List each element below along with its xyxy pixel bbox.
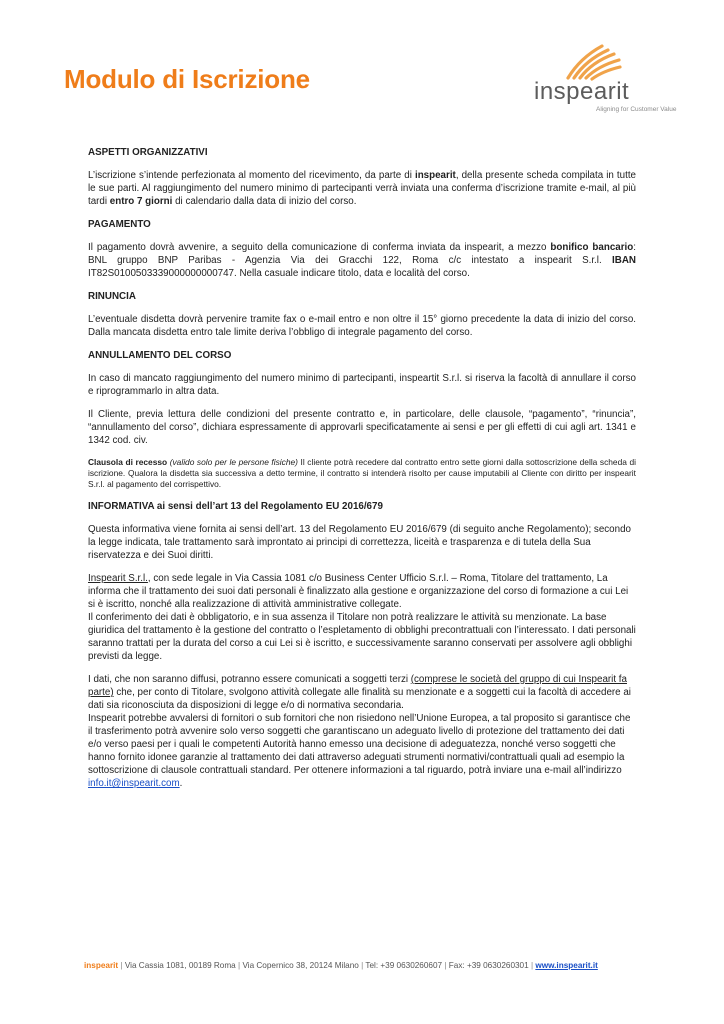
informativa-paragraph-3: I dati, che non saranno diffusi, potranno essere comunicati a soggetti terzi (comprese le società del gruppo di cui Inspearit fa parte) che, per conto di Titolare, svolgono attività collegate alle finalità su menzionate e a soggetti cui la facoltà di accedere ai dati sia riconosciuta da disposizioni di legge e/o di normativa secondaria. Inspearit potrebbe avvalersi di fornitori o sub fornitori che non risiedono nell’Unione Europea, a tal proposito si garantisce che il trasferimento potrà avvenire solo verso soggetti che garantiscano un adeguato livello di protezione del trattamento dei dati e/o verso paesi per i quali le competenti Autorità hanno emesso una decisione di adeguatezza, nonché verso soggetti che hanno fornito idonee garanzie al trattamento dei dati attraverso adeguati strumenti normativi/contrattuali quali ad esempio la sottoscrizione di clausole contrattuali standard. Per ottenere informazioni a tal riguardo, potrà inviare una e-mail all’indirizzo info.it@inspearit.com. [88,674,631,789]
informativa-body [88,523,636,790]
annullamento-paragraph: In caso di mancato raggiungimento del numero minimo di partecipanti, inspeartit S.r.l. si riserva la facoltà di annullare il corso e riprogrammarlo in altra data. [88,373,636,397]
approvazione-paragraph: Il Cliente, previa lettura delle condizioni del presente contratto e, in particolare, delle clausole, “pagamento”, “rinuncia”, “annullamento del corso”, dichiara espressamente di approvarli specificatamente ai sensi e per gli effetti di cui agli art. 1341 e 1342 cod. civ. [88,409,636,446]
footer-address-roma: Via Cassia 1081, 00189 Roma [124,961,236,970]
footer-brand: inspearit [84,961,119,970]
page-footer: inspearit | Via Cassia 1081, 00189 Roma | Via Copernico 38, 20124 Milano | Tel: +39 0630260607 | Fax: +39 0630260301 | www.inspearit.it [84,961,598,970]
section-heading-informativa: INFORMATIVA ai sensi dell’art 13 del Regolamento EU 2016/679 [88,501,383,512]
footer-address-milano: Via Copernico 38, 20124 Milano [242,961,359,970]
section-heading-aspetti: ASPETTI ORGANIZZATIVI [88,147,208,158]
section-heading-annullamento: ANNULLAMENTO DEL CORSO [88,350,232,361]
document-body [88,146,636,800]
section-heading-rinuncia: RINUNCIA [88,291,136,302]
logo-tagline: Aligning for Customer Value [596,106,677,113]
page-title: Modulo di Iscrizione [64,64,310,94]
email-link[interactable]: info.it@inspearit.com [88,778,180,789]
logo-wordmark: inspearit [534,78,630,105]
section-heading-pagamento: PAGAMENTO [88,219,151,230]
pagamento-paragraph: Il pagamento dovrà avvenire, a seguito della comunicazione di conferma inviata da inspearit, a mezzo bonifico bancario: BNL gruppo BNP Paribas - Agenzia Via dei Gracchi 122, Roma c/c intestato a inspearit S.r.l. IBAN IT82S0100503339000000000747. Nella casuale indicare titolo, data e località del corso. [88,242,636,279]
informativa-paragraph-1: Questa informativa viene fornita ai sensi dell’art. 13 del Regolamento EU 2016/679 (di seguito anche Regolamento); secondo la legge indicata, tale trattamento sarà improntato ai principi di correttezza, liceità e trasparenza e di tutela della Sua riservatezza e dei Suoi diritti. [88,524,631,561]
inspearit-logo [532,42,677,118]
rinuncia-paragraph: L’eventuale disdetta dovrà pervenire tramite fax o e-mail entro e non oltre il 15° giorno precedente la data di inizio del corso. Dalla mancata disdetta entro tale limite deriva l’obbligo di integrale pagamento del corso. [88,314,636,338]
spears-logo-icon [562,42,622,82]
footer-website-link[interactable]: www.inspearit.it [535,961,598,970]
footer-telephone: Tel: +39 0630260607 [365,961,443,970]
informativa-paragraph-2: Inspearit S.r.l., con sede legale in Via Cassia 1081 c/o Business Center Ufficio S.r.l. – Roma, Titolare del trattamento, La informa che il trattamento dei suoi dati personali è finalizzato alla gestione e organizzazione del corso di formazione a cui Lei si è iscritto, nonché alla realizzazione di attività amministrative collegate. Il conferimento dei dati è obbligatorio, e in sua assenza il Titolare non potrà realizzare le attività su menzionate. La base giuridica del trattamento è la gestione del contratto o l’espletamento di obblighi precontrattuali con l’interessato. I dati personali saranno trattati per la durata del corso a cui Lei si è iscritto, e successivamente saranno conservati per assolvere agli obblighi previsti da legge. [88,573,636,662]
clausola-recesso: Clausola di recesso (valido solo per le persone fisiche) Il cliente potrà recedere dal contratto entro sette giorni dalla sottoscrizione della scheda di iscrizione. Qualora la disdetta sia successiva a detto termine, il contratto si intenderà risolto per cause imputabili al Cliente con diritto per inspearit S.r.l. al pagamento del corrispettivo. [88,457,636,489]
aspetti-paragraph: L’iscrizione s’intende perfezionata al momento del ricevimento, da parte di inspearit, della presente scheda compilata in tutte le sue parti. Al raggiungimento del numero minimo di partecipanti verrà inviata una conferma d’iscrizione tramite e-mail, al più tardi entro 7 giorni di calendario dalla data di inizio del corso. [88,170,636,207]
footer-fax: Fax: +39 0630260301 [448,961,529,970]
